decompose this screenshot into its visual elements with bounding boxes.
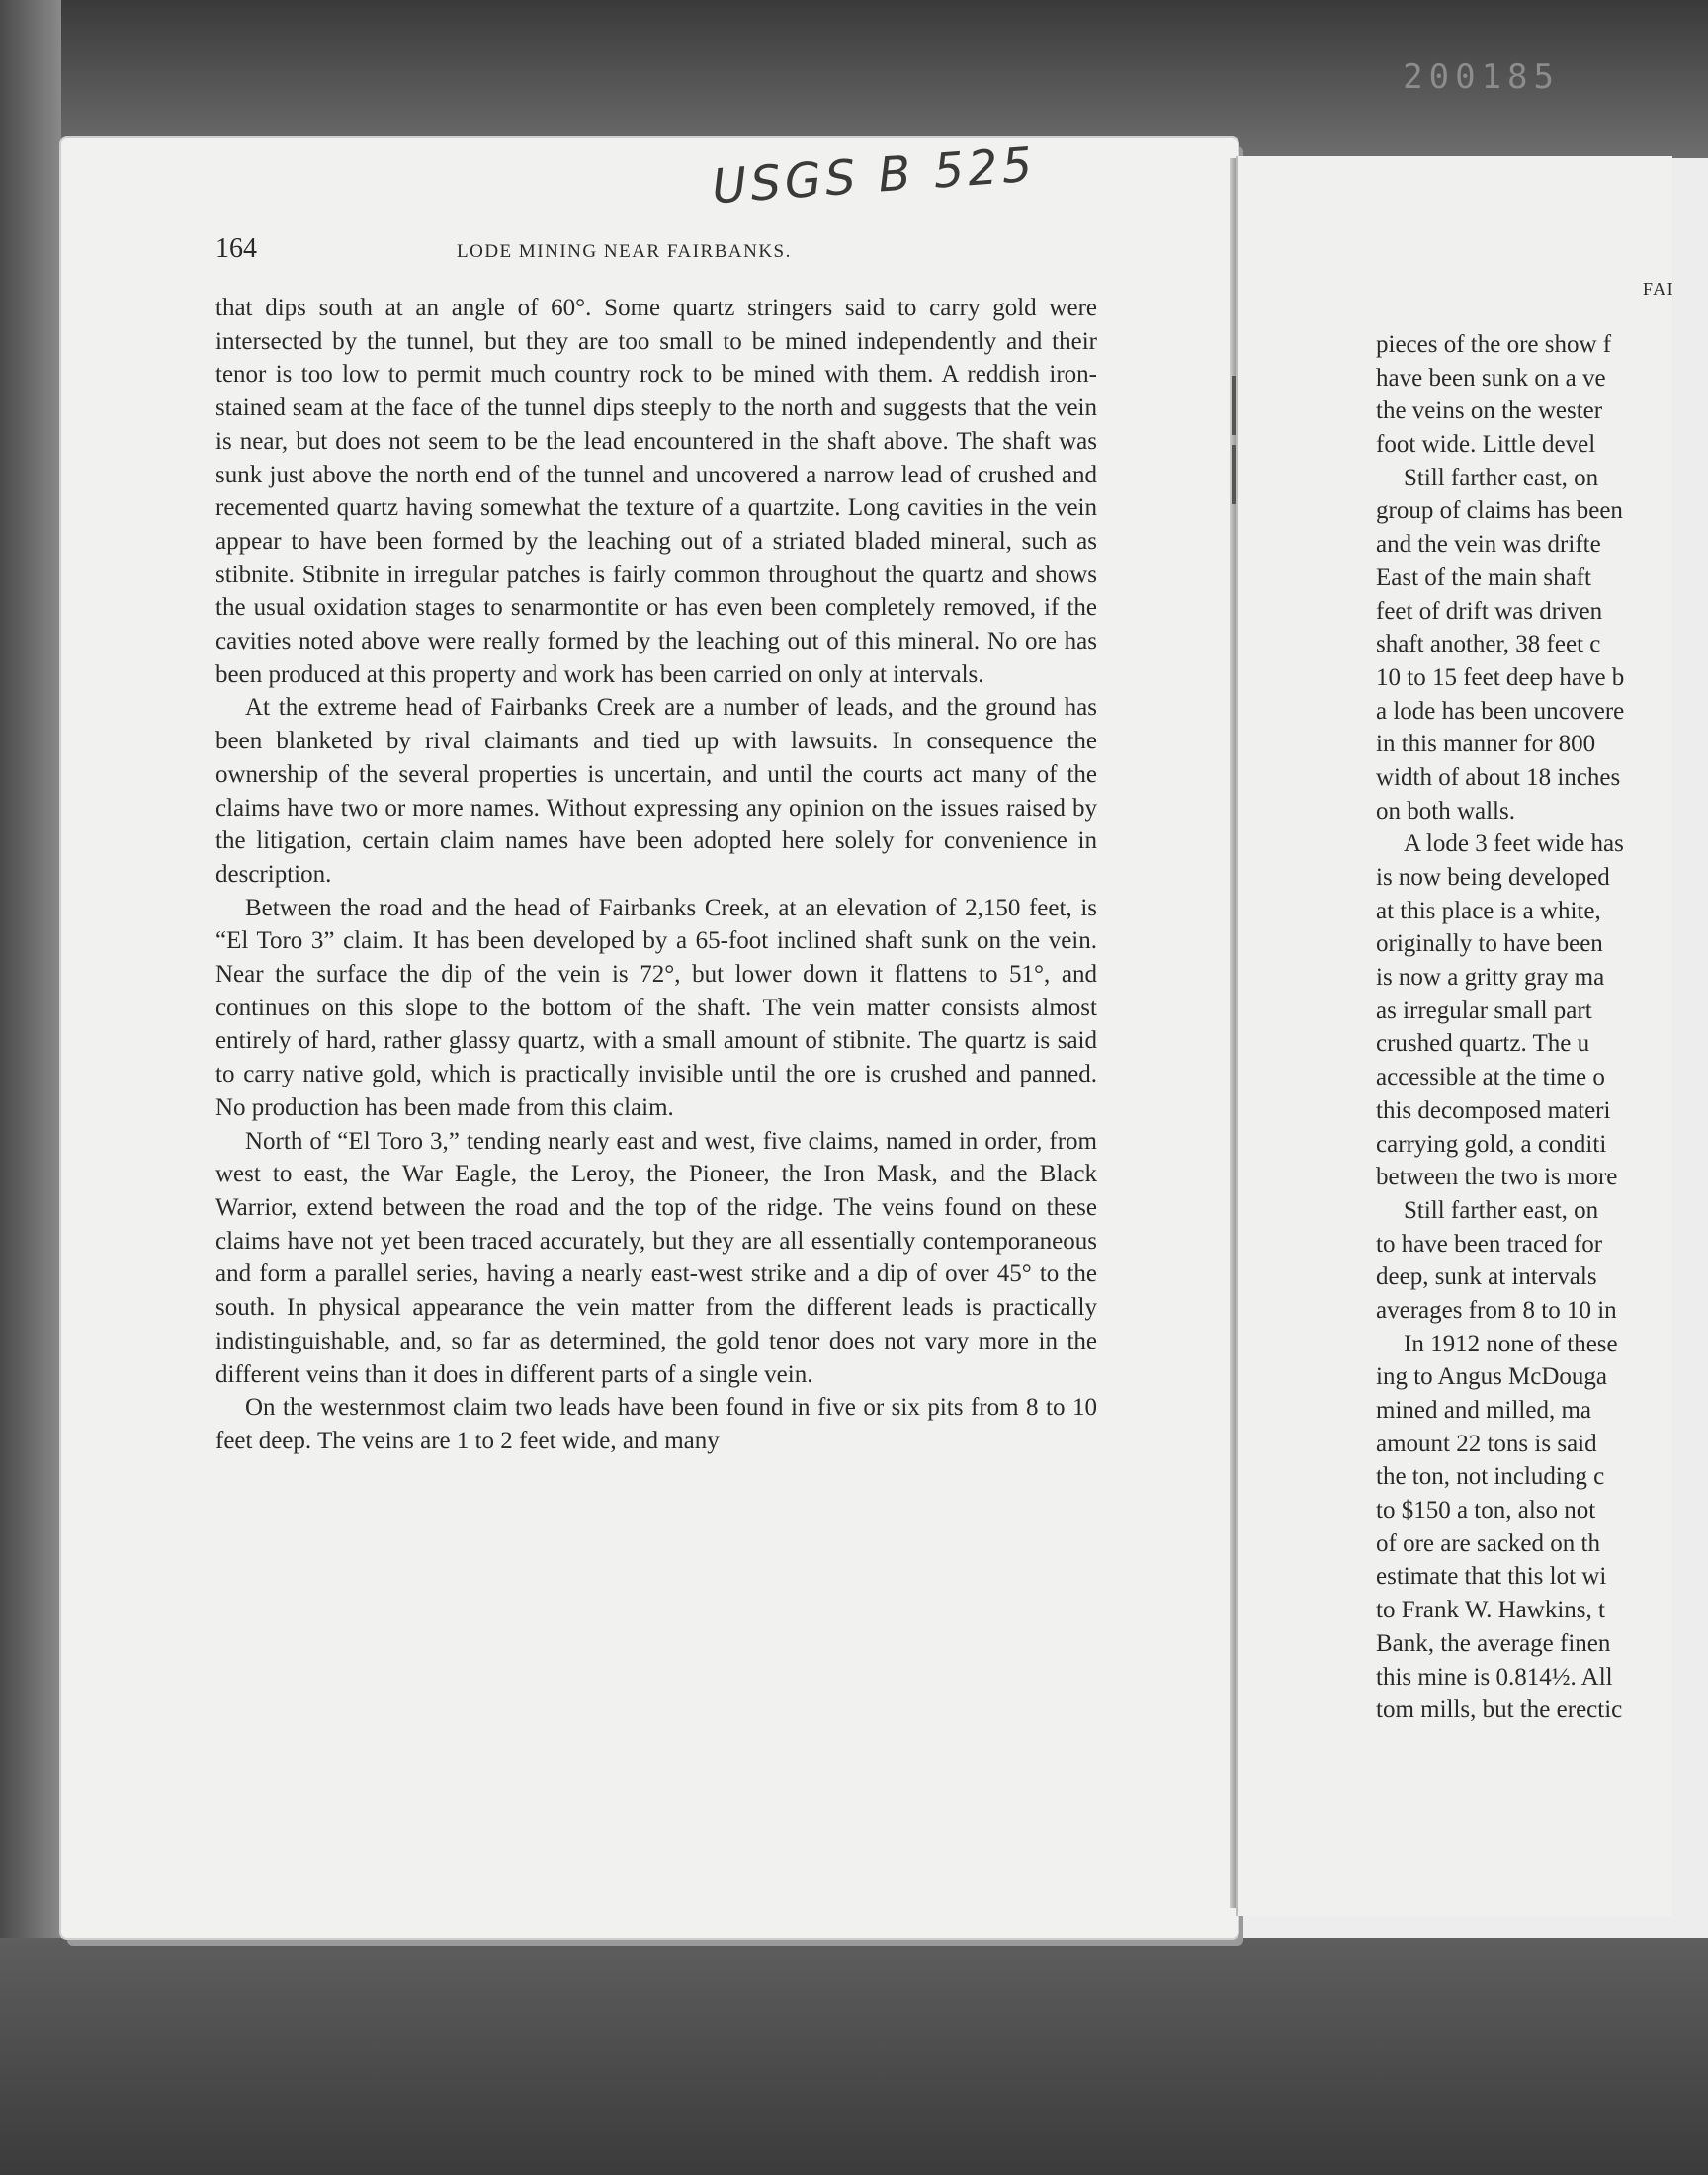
text-line: feet of drift was driven xyxy=(1376,597,1603,625)
text-line: to have been traced for xyxy=(1376,1230,1603,1258)
text-line: the ton, not including c xyxy=(1376,1463,1605,1491)
text-line: between the two is more xyxy=(1376,1164,1618,1191)
text-line: estimate that this lot wi xyxy=(1376,1563,1607,1591)
text-line: have been sunk on a ve xyxy=(1376,364,1606,392)
text-line: width of about 18 inches xyxy=(1376,763,1621,791)
page-number: 164 xyxy=(215,233,257,264)
right-page-running-head: FAI xyxy=(1643,279,1675,299)
left-page-body xyxy=(215,292,1097,1458)
binding-mark xyxy=(1232,376,1236,435)
handwritten-annotation: USGS B 525 xyxy=(710,136,1038,216)
text-line: shaft another, 38 feet c xyxy=(1376,631,1601,658)
paragraph: North of “El Toro 3,” tending nearly east and west, five claims, named in order, from west to east, the War Eagle, the Leroy, the Pioneer, the Iron Mask, and the Black Warrior, extend between the road and the top of the ridge. The veins found on these claims have not yet been traced accurately, but they are all essentially contemporaneous and form a parallel series, having a nearly east-west strike and a dip of over 45° to the south. In physical appearance the vein matter from the different leads is practically indistinguishable, and, so far as determined, the gold tenor does not vary more in the different veins than it does in different parts of a single vein. xyxy=(215,1127,1097,1388)
binding-mark xyxy=(1232,445,1236,504)
scan-background-bottom xyxy=(0,1938,1708,2175)
text-line: carrying gold, a conditi xyxy=(1376,1130,1607,1158)
right-page-body xyxy=(1376,328,1682,1727)
text-line: Bank, the average finen xyxy=(1376,1629,1611,1657)
text-line: at this place is a white, xyxy=(1376,897,1601,924)
text-line: 10 to 15 feet deep have b xyxy=(1376,663,1625,691)
paragraph: that dips south at an angle of 60°. Some quartz stringers said to carry gold were intersected by the tunnel, but they are too small to be mined independently and their tenor is too low to permit much country rock to be mined with them. A reddish iron-stained seam at the face of the tunnel dips steeply to the north and suggests that the vein is near, but does not seem to be the lead encountered in the shaft above. The shaft was sunk just above the north end of the tunnel and uncovered a narrow lead of crushed and recemented quartz having somewhat the texture of a quartzite. Long cavities in the vein appear to have been formed by the leaching out of a striated bladed mineral, such as stibnite. Stibnite in irregular patches is fairly common throughout the quartz and shows the usual oxidation stages to senarmontite or has even been completely removed, if the cavities noted above were really formed by the leaching out of this mineral. No ore has been produced at this property and work has been carried on only at intervals. xyxy=(215,295,1097,688)
text-line: deep, sunk at intervals xyxy=(1376,1263,1597,1291)
text-line: of ore are sacked on th xyxy=(1376,1529,1600,1557)
text-line: foot wide. Little devel xyxy=(1376,431,1596,459)
text-line: originally to have been xyxy=(1376,930,1603,958)
text-line: to Frank W. Hawkins, t xyxy=(1376,1597,1605,1624)
text-line: accessible at the time o xyxy=(1376,1064,1605,1091)
text-line: amount 22 tons is said xyxy=(1376,1430,1597,1457)
text-line: pieces of the ore show f xyxy=(1376,331,1612,358)
text-line: East of the main shaft xyxy=(1376,564,1591,591)
text-line: as irregular small part xyxy=(1376,997,1592,1024)
running-head: LODE MINING NEAR FAIRBANKS. xyxy=(457,241,792,262)
left-page-header xyxy=(215,233,1105,273)
text-line: the veins on the wester xyxy=(1376,397,1603,425)
paragraph: At the extreme head of Fairbanks Creek are a number of leads, and the ground has been blanketed by rival claimants and tied up with lawsuits. In consequence the ownership of the several properties is uncertain, and until the courts act many of the claims have two or more names. Without expressing any opinion on the issues raised by the litigation, certain claim names have been adopted here solely for convenience in description. xyxy=(215,694,1097,888)
paragraph: On the westernmost claim two leads have been found in five or six pits from 8 to 10 feet deep. The veins are 1 to 2 feet wide, and many xyxy=(215,1394,1097,1454)
text-line: In 1912 none of these xyxy=(1404,1330,1618,1357)
paragraph: Between the road and the head of Fairbanks Creek, at an elevation of 2,150 feet, is “El Toro 3” claim. It has been developed by a 65-foot inclined shaft sunk on the vein. Near the surface the dip of the vein is 72°, but lower down it flattens to 51°, and continues on this slope to the bottom of the shaft. The vein matter consists almost entirely of hard, rather glassy quartz, with a small amount of stibnite. The quartz is said to carry native gold, which is practically invisible until the ore is crushed and panned. No production has been made from this claim. xyxy=(215,894,1097,1121)
text-line: Still farther east, on xyxy=(1404,464,1599,491)
text-line: a lode has been uncovere xyxy=(1376,697,1625,725)
text-line: is now being developed xyxy=(1376,864,1610,891)
archive-stamp-number: 200185 xyxy=(1403,57,1560,97)
text-line: ing to Angus McDouga xyxy=(1376,1363,1608,1391)
text-line: averages from 8 to 10 in xyxy=(1376,1296,1617,1324)
text-line: on both walls. xyxy=(1376,797,1515,825)
text-line: this mine is 0.814½. All xyxy=(1376,1663,1613,1691)
text-line: A lode 3 feet wide has xyxy=(1404,830,1624,858)
scan-background-left xyxy=(0,0,61,2175)
text-line: crushed quartz. The u xyxy=(1376,1030,1590,1058)
text-line: is now a gritty gray ma xyxy=(1376,964,1605,992)
text-line: tom mills, but the erectic xyxy=(1376,1696,1623,1724)
text-line: this decomposed materi xyxy=(1376,1096,1611,1124)
text-line: Still farther east, on xyxy=(1404,1196,1599,1224)
text-line: mined and milled, ma xyxy=(1376,1397,1592,1424)
text-line: in this manner for 800 xyxy=(1376,731,1596,758)
text-line: group of claims has been xyxy=(1376,497,1623,525)
text-line: to $150 a ton, also not xyxy=(1376,1497,1596,1524)
text-line: and the vein was drifte xyxy=(1376,531,1601,559)
